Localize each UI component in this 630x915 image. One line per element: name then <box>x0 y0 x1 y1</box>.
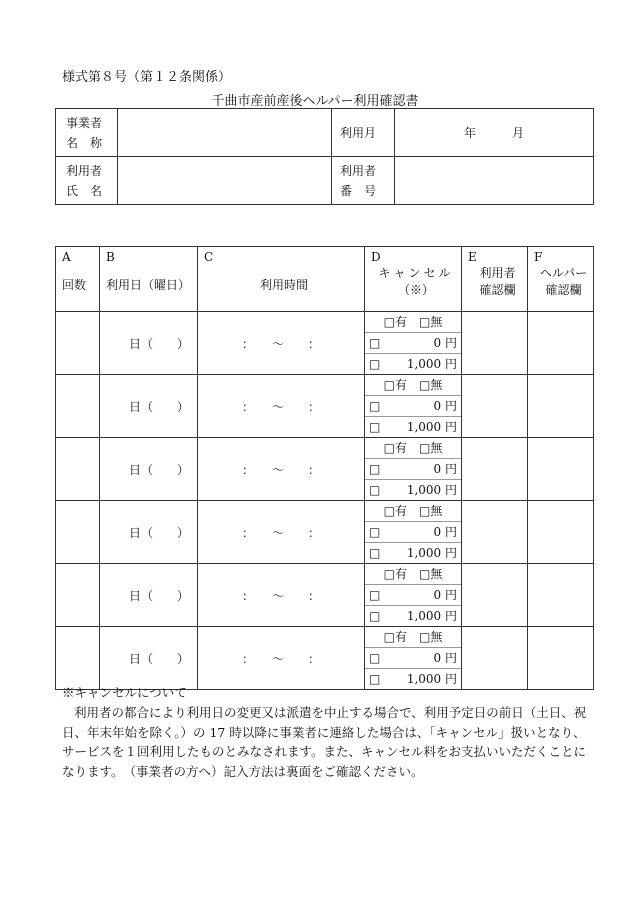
count-cell[interactable] <box>56 438 100 501</box>
time-placeholder: ： ～ ： <box>241 588 320 603</box>
business-label-line2: 名 称 <box>66 135 103 150</box>
cancel-fee-0-option[interactable] <box>365 333 461 354</box>
business-name-label <box>56 109 118 157</box>
date-cell[interactable] <box>100 501 198 564</box>
cancel-fee-0-option[interactable] <box>365 648 461 669</box>
amount-label: 1,000 円 <box>406 357 457 371</box>
helper-confirm-cell[interactable] <box>528 501 594 564</box>
amount-label: 0 円 <box>433 588 457 602</box>
business-label-line1: 事業者 <box>66 115 103 130</box>
count-cell[interactable] <box>56 627 100 690</box>
time-cell[interactable] <box>198 501 365 564</box>
time-placeholder: ： ～ ： <box>241 336 320 351</box>
col-d-label: キャンセル <box>378 266 454 280</box>
cancel-fee-1000-option[interactable] <box>365 669 461 689</box>
table-row <box>56 438 594 501</box>
amount-label: 1,000 円 <box>406 546 457 560</box>
form-number: 様式第８号（第１２条関係） <box>62 70 232 85</box>
helper-confirm-cell[interactable] <box>528 375 594 438</box>
amount-label: 1,000 円 <box>406 420 457 434</box>
date-cell[interactable] <box>100 375 198 438</box>
table-row <box>56 501 594 564</box>
cancel-yes-no-checkboxes[interactable]: □有 □無 <box>365 627 461 648</box>
document-title: 千曲市産前産後ヘルパー利用確認書 <box>211 94 419 109</box>
cancel-fee-1000-option[interactable] <box>365 480 461 500</box>
count-cell[interactable] <box>56 375 100 438</box>
user-number-field[interactable] <box>395 157 594 205</box>
col-e-label-2: 確認欄 <box>479 283 516 297</box>
date-placeholder: 日（ ） <box>128 588 189 603</box>
col-a-header <box>56 247 100 312</box>
user-name-field[interactable] <box>118 157 332 205</box>
time-cell[interactable] <box>198 375 365 438</box>
cancel-cell <box>365 501 462 564</box>
cancel-fee-0-option[interactable] <box>365 459 461 480</box>
checkbox[interactable]: □ <box>369 651 381 665</box>
time-placeholder: ： ～ ： <box>241 651 320 666</box>
time-placeholder: ： ～ ： <box>241 525 320 540</box>
time-cell[interactable] <box>198 564 365 627</box>
checkbox[interactable]: □ <box>369 588 381 602</box>
date-placeholder: 日（ ） <box>128 462 189 477</box>
date-cell[interactable] <box>100 438 198 501</box>
date-placeholder: 日（ ） <box>128 651 189 666</box>
cancel-fee-1000-option[interactable] <box>365 543 461 563</box>
cancel-yes-no-checkboxes[interactable]: □有 □無 <box>365 564 461 585</box>
col-f-header <box>528 247 594 312</box>
amount-label: 0 円 <box>433 651 457 665</box>
cancel-fee-1000-option[interactable] <box>365 354 461 374</box>
checkbox[interactable]: □ <box>369 483 381 497</box>
date-cell[interactable] <box>100 627 198 690</box>
cancel-fee-0-option[interactable] <box>365 396 461 417</box>
col-a-label: 回数 <box>62 278 87 292</box>
amount-label: 0 円 <box>433 399 457 413</box>
date-placeholder: 日（ ） <box>128 525 189 540</box>
cancel-cell <box>365 627 462 690</box>
usage-month-label: 利用月 <box>332 109 395 157</box>
helper-confirm-cell[interactable] <box>528 312 594 375</box>
cancel-yes-no-checkboxes[interactable]: □有 □無 <box>365 375 461 396</box>
checkbox[interactable]: □ <box>369 609 381 623</box>
user-number-label <box>332 157 395 205</box>
col-e-label-1: 利用者 <box>479 266 516 280</box>
col-b-header <box>100 247 198 312</box>
user-confirm-cell[interactable] <box>462 627 528 690</box>
checkbox[interactable]: □ <box>369 336 381 350</box>
col-d-note-mark: （※） <box>397 283 434 297</box>
time-placeholder: ： ～ ： <box>241 462 320 477</box>
usage-month-field[interactable]: 年 月 <box>395 109 594 157</box>
checkbox[interactable]: □ <box>369 399 381 413</box>
amount-label: 0 円 <box>433 525 457 539</box>
amount-label: 0 円 <box>433 462 457 476</box>
col-e-header <box>462 247 528 312</box>
date-placeholder: 日（ ） <box>128 399 189 414</box>
date-placeholder: 日（ ） <box>128 336 189 351</box>
helper-confirm-cell[interactable] <box>528 627 594 690</box>
col-c-label: 利用時間 <box>259 278 308 292</box>
cancel-note-title: ※キャンセルについて <box>62 685 187 700</box>
amount-label: 1,000 円 <box>406 609 457 623</box>
user-name-label <box>56 157 118 205</box>
checkbox[interactable]: □ <box>369 462 381 476</box>
checkbox[interactable]: □ <box>369 546 381 560</box>
amount-label: 0 円 <box>433 336 457 350</box>
business-name-field[interactable] <box>118 109 332 157</box>
user-confirm-cell[interactable] <box>462 312 528 375</box>
usernum-label-line2: 番 号 <box>340 183 377 198</box>
header-info-table <box>55 108 594 205</box>
col-d-letter: D <box>371 250 381 264</box>
col-c-header <box>198 247 365 312</box>
cancel-yes-no-checkboxes[interactable]: □有 □無 <box>365 438 461 459</box>
helper-confirm-cell[interactable] <box>528 564 594 627</box>
cancel-cell <box>365 312 462 375</box>
col-d-header <box>365 247 462 312</box>
user-confirm-cell[interactable] <box>462 501 528 564</box>
amount-label: 1,000 円 <box>406 672 457 686</box>
cancel-cell <box>365 438 462 501</box>
user-label-line1: 利用者 <box>66 163 103 178</box>
col-e-letter: E <box>468 250 477 264</box>
table-row <box>56 564 594 627</box>
user-confirm-cell[interactable] <box>462 564 528 627</box>
cancel-fee-0-option[interactable] <box>365 585 461 606</box>
cancel-note-body: 利用者の都合により利用日の変更又は派遣を中止する場合で、利用予定日の前日（土日、祝日、年末年始を除く。）の 17 時以降に事業者に連絡した場合は、「キャンセル」扱いとなり、サービスを１回利用したものとみなされます。また、キャンセル料をお支払いいただくことになります。 （事業者の方へ）記入方法は裏面をご確認ください。 <box>62 705 587 779</box>
col-f-label-1: ヘルパー <box>539 266 588 280</box>
date-cell[interactable] <box>100 312 198 375</box>
usernum-label-line1: 利用者 <box>340 163 377 178</box>
cancel-fee-1000-option[interactable] <box>365 606 461 626</box>
cancel-yes-no-checkboxes[interactable]: □有 □無 <box>365 312 461 333</box>
table-row <box>56 375 594 438</box>
table-row <box>56 312 594 375</box>
col-b-letter: B <box>106 250 115 264</box>
time-cell[interactable] <box>198 312 365 375</box>
amount-label: 1,000 円 <box>406 483 457 497</box>
user-label-line2: 氏 名 <box>66 183 103 198</box>
checkbox[interactable]: □ <box>369 672 381 686</box>
cancel-fee-1000-option[interactable] <box>365 417 461 437</box>
time-cell[interactable] <box>198 627 365 690</box>
cancel-yes-no-checkboxes[interactable]: □有 □無 <box>365 501 461 522</box>
cancel-cell <box>365 564 462 627</box>
count-cell[interactable] <box>56 564 100 627</box>
user-confirm-cell[interactable] <box>462 375 528 438</box>
col-a-letter: A <box>62 250 71 264</box>
col-f-label-2: 確認欄 <box>545 283 582 297</box>
col-c-letter: C <box>204 250 214 264</box>
count-cell[interactable] <box>56 312 100 375</box>
time-placeholder: ： ～ ： <box>241 399 320 414</box>
time-cell[interactable] <box>198 438 365 501</box>
cancel-cell <box>365 375 462 438</box>
col-f-letter: F <box>534 250 543 264</box>
checkbox[interactable]: □ <box>369 525 381 539</box>
date-cell[interactable] <box>100 564 198 627</box>
cancel-fee-0-option[interactable] <box>365 522 461 543</box>
checkbox[interactable]: □ <box>369 420 381 434</box>
helper-confirm-cell[interactable] <box>528 438 594 501</box>
user-confirm-cell[interactable] <box>462 438 528 501</box>
col-b-label: 利用日（曜日） <box>106 278 191 292</box>
table-row <box>56 627 594 690</box>
checkbox[interactable]: □ <box>369 357 381 371</box>
count-cell[interactable] <box>56 501 100 564</box>
usage-record-table <box>55 246 594 690</box>
